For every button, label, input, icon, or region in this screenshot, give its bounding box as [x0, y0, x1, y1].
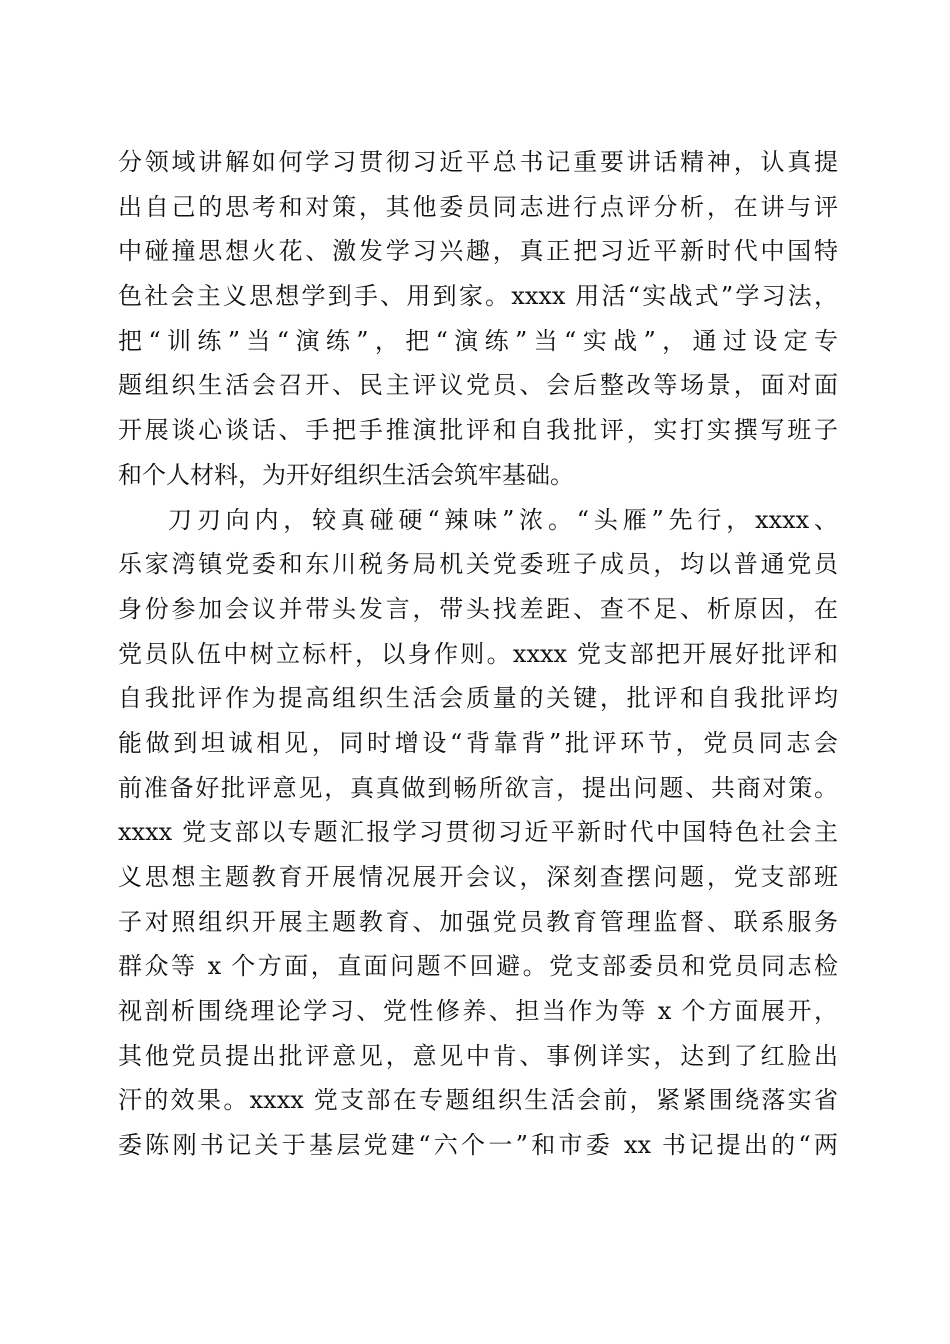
text-line: 子对照组织开展主题教育、加强党员教育管理监督、联系服务 [118, 907, 838, 936]
text-line: 中碰撞思想火花、激发学习兴趣，真正把习近平新时代中国特 [118, 237, 838, 266]
text-line: 色社会主义思想学到手、用到家。xxxx 用活“实战式”学习法， [118, 282, 838, 311]
text-line: 自我批评作为提高组织生活会质量的关键，批评和自我批评均 [118, 684, 838, 713]
text-line: 前准备好批评意见，真真做到畅所欲言，提出问题、共商对策。 [118, 773, 838, 802]
text-line: 出自己的思考和对策，其他委员同志进行点评分析，在讲与评 [118, 192, 838, 221]
text-line: 分领域讲解如何学习贯彻习近平总书记重要讲话精神，认真提 [118, 148, 838, 176]
text-line: 其他党员提出批评意见，意见中肯、事例详实，达到了红脸出 [118, 1041, 838, 1070]
text-line: 乐家湾镇党委和东川税务局机关党委班子成员，均以普通党员 [118, 550, 838, 579]
paragraph-2 [118, 498, 838, 1168]
text-line: 汗的效果。xxxx 党支部在专题组织生活会前，紧紧围绕落实省 [118, 1086, 838, 1115]
text-line: xxxx 党支部以专题汇报学习贯彻习近平新时代中国特色社会主 [118, 818, 838, 847]
text-line: 把“训练”当“演练”，把“演练”当“实战”，通过设定专 [118, 326, 838, 355]
text-line: 能做到坦诚相见，同时增设“背靠背”批评环节，党员同志会 [118, 728, 838, 757]
text-line: 党员队伍中树立标杆，以身作则。xxxx 党支部把开展好批评和 [118, 639, 838, 668]
text-line: 和个人材料，为开好组织生活会筑牢基础。 [118, 460, 574, 489]
text-line: 群众等 x 个方面，直面问题不回避。党支部委员和党员同志检 [118, 952, 838, 981]
document-body [118, 140, 838, 1168]
text-line: 身份参加会议并带头发言，带头找差距、查不足、析原因，在 [118, 594, 838, 623]
text-line: 题组织生活会召开、民主评议党员、会后整改等场景，面对面 [118, 371, 838, 400]
text-line: 开展谈心谈话、手把手推演批评和自我批评，实打实撰写班子 [118, 416, 838, 445]
text-line: 委陈刚书记关于基层党建“六个一”和市委 xx 书记提出的“两 [118, 1131, 838, 1160]
text-line: 刀刃向内，较真碰硬“辣味”浓。“头雁”先行，xxxx、 [168, 505, 838, 534]
text-line: 义思想主题教育开展情况展开会议，深刻查摆问题，党支部班 [118, 863, 838, 891]
paragraph-1 [118, 140, 838, 498]
text-line: 视剖析围绕理论学习、党性修养、担当作为等 x 个方面展开， [118, 997, 838, 1026]
